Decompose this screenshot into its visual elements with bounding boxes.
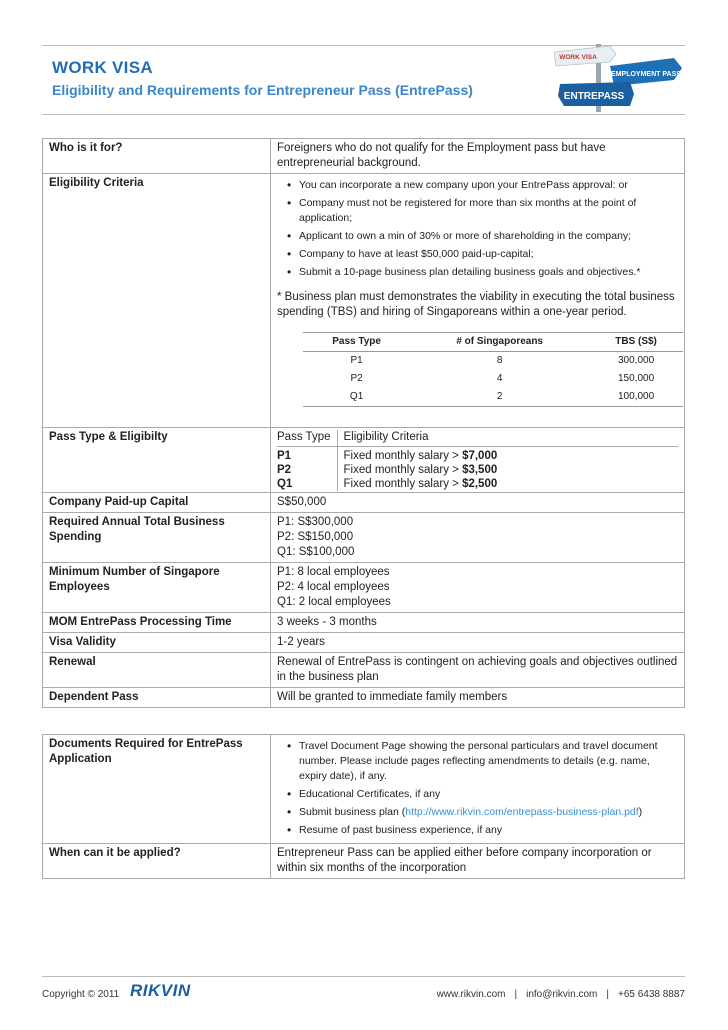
separator: | — [606, 989, 609, 1000]
when-label: When can it be applied? — [43, 844, 271, 879]
table-row — [43, 428, 685, 493]
eligibility-value — [271, 174, 685, 428]
rikvin-logo — [128, 976, 200, 1000]
list-item — [287, 805, 678, 820]
pass-eligibility-table — [277, 430, 678, 491]
sign-entrepass-text: ENTREPASS — [563, 91, 625, 102]
criteria-text: Fixed monthly salary > — [343, 450, 463, 462]
table-row — [43, 633, 685, 653]
dependent-value: Will be granted to immediate family members — [271, 688, 685, 708]
table-row — [303, 352, 683, 371]
page-subtitle: Eligibility and Requirements for Entrepreneur Pass (EntrePass) — [52, 82, 473, 98]
tbs-header: # of Singaporeans — [410, 333, 589, 352]
employees-value — [271, 563, 685, 613]
tbs-cell: 300,000 — [617, 355, 655, 366]
renewal-value: Renewal of EntrePass is contingent on achieving goals and objectives outlined in the business plan — [271, 653, 685, 688]
validity-label: Visa Validity — [43, 633, 271, 653]
logo-text: RIKVIN — [130, 981, 191, 1000]
pass-details-table — [42, 427, 685, 708]
employees-label: Minimum Number of Singapore Employees — [43, 563, 271, 613]
pass-header: Pass Type — [277, 430, 337, 447]
pass-criteria — [337, 447, 678, 464]
validity-value: 1-2 years — [271, 633, 685, 653]
sign-work-visa-text: WORK VISA — [559, 54, 597, 61]
table-row — [277, 477, 678, 491]
table-row — [43, 174, 685, 428]
who-value: Foreigners who do not qualify for the Employment pass but have entrepreneurial background. — [271, 139, 685, 174]
pass-criteria — [337, 463, 678, 477]
separator: | — [514, 989, 518, 1000]
sign-employment-pass-text: EMPLOYMENT PASS — [611, 71, 681, 78]
table-row — [43, 844, 685, 879]
pass-type: Q1 — [277, 478, 293, 490]
list-item: • Resume of past business experience, if any — [287, 823, 678, 838]
pass-type: P2 — [277, 464, 292, 476]
salary-amount: $2,500 — [462, 478, 498, 490]
eligibility-label: Eligibility Criteria — [43, 174, 271, 428]
spending-line: P2: S$150,000 — [277, 531, 354, 543]
signpost-image — [522, 44, 682, 112]
tbs-cell: P2 — [350, 373, 363, 384]
pass-type-value — [271, 428, 685, 493]
criteria-text: Fixed monthly salary > — [343, 478, 463, 490]
eligibility-list — [277, 178, 678, 280]
tbs-cell: P1 — [350, 355, 363, 366]
tbs-cell: Q1 — [303, 388, 410, 407]
tbs-header: TBS (S$) — [589, 333, 683, 352]
tbs-cell: 4 — [496, 373, 503, 384]
spending-line: Q1: S$100,000 — [277, 546, 355, 558]
tbs-table — [303, 332, 683, 407]
when-value: Entrepreneur Pass can be applied either before company incorporation or within six months of the incorporation — [271, 844, 685, 879]
tbs-header: Pass Type — [303, 333, 410, 352]
pass-type: P1 — [277, 450, 292, 462]
list-item: • Company must not be registered for more than six months at the point of application; — [287, 196, 678, 226]
list-item: • You can incorporate a new company upon your EntrePass approval: or — [287, 178, 678, 193]
phone-number: +65 6438 8887 — [617, 989, 685, 1000]
dependent-label: Dependent Pass — [43, 688, 271, 708]
documents-value — [271, 735, 685, 844]
footer — [42, 976, 685, 998]
capital-label: Company Paid-up Capital — [43, 493, 271, 513]
copyright: Copyright © 2011 — [42, 989, 120, 1000]
list-item: • Applicant to own a min of 30% or more of shareholding in the company; — [287, 229, 678, 244]
business-plan-link[interactable]: http://www.rikvin.com/entrepass-business-plan.pdf — [405, 806, 639, 818]
tbs-cell: 100,000 — [589, 388, 683, 407]
table-row — [303, 370, 683, 388]
table-row — [43, 613, 685, 633]
website-link[interactable]: www.rikvin.com — [436, 989, 506, 1000]
header — [42, 45, 685, 115]
list-item: • Company to have at least $50,000 paid-up-capital; — [287, 247, 678, 262]
table-row — [43, 688, 685, 708]
tbs-cell: 2 — [410, 388, 589, 407]
table-row — [43, 735, 685, 844]
who-label: Who is it for? — [43, 139, 271, 174]
capital-value: S$50,000 — [271, 493, 685, 513]
table-row — [43, 513, 685, 563]
pass-criteria — [337, 477, 678, 491]
eligibility-table — [42, 138, 685, 428]
employees-line: Q1: 2 local employees — [277, 596, 391, 608]
plan-prefix: Submit business plan ( — [299, 806, 406, 818]
contact-info — [437, 989, 685, 1000]
table-row — [43, 563, 685, 613]
documents-list — [277, 739, 678, 838]
employees-line: P2: 4 local employees — [277, 581, 390, 593]
criteria-text: Fixed monthly salary > — [343, 464, 463, 476]
business-plan-note: * Business plan must demonstrates the viability in executing the total business spending (TBS) and hiring of Singaporeans within a one-year period. — [277, 291, 675, 318]
list-item: • Submit a 10-page business plan detailing business goals and objectives.* — [287, 265, 678, 280]
table-row — [43, 139, 685, 174]
spending-label: Required Annual Total Business Spending — [43, 513, 271, 563]
pass-header: Eligibility Criteria — [337, 430, 678, 447]
tbs-header-row — [303, 333, 683, 352]
documents-label: Documents Required for EntrePass Application — [43, 735, 271, 844]
spending-value — [271, 513, 685, 563]
table-row — [43, 653, 685, 688]
documents-table — [42, 734, 685, 879]
plan-suffix: ) — [638, 806, 643, 818]
processing-label: MOM EntrePass Processing Time — [43, 613, 271, 633]
table-row — [303, 388, 683, 407]
table-row — [43, 493, 685, 513]
list-item: • Educational Certificates, if any — [287, 787, 678, 802]
list-item: • Travel Document Page showing the personal particulars and travel document number. Please include pages reflecting amendments to details (e.g. name, expiry date), if any. — [287, 739, 678, 784]
page-title: WORK VISA — [52, 58, 153, 77]
tbs-cell: 8 — [496, 355, 503, 366]
salary-amount: $7,000 — [462, 450, 498, 462]
salary-amount: $3,500 — [462, 464, 498, 476]
table-row — [277, 463, 678, 477]
pass-header-row — [277, 430, 678, 447]
renewal-label: Renewal — [43, 653, 271, 688]
pass-type-label: Pass Type & Eligibilty — [43, 428, 271, 493]
processing-value: 3 weeks - 3 months — [271, 613, 685, 633]
email-link[interactable]: info@rikvin.com — [526, 989, 598, 1000]
employees-line: P1: 8 local employees — [277, 566, 390, 578]
tbs-cell: 150,000 — [617, 373, 655, 384]
table-row — [277, 447, 678, 464]
spending-line: P1: S$300,000 — [277, 516, 354, 528]
